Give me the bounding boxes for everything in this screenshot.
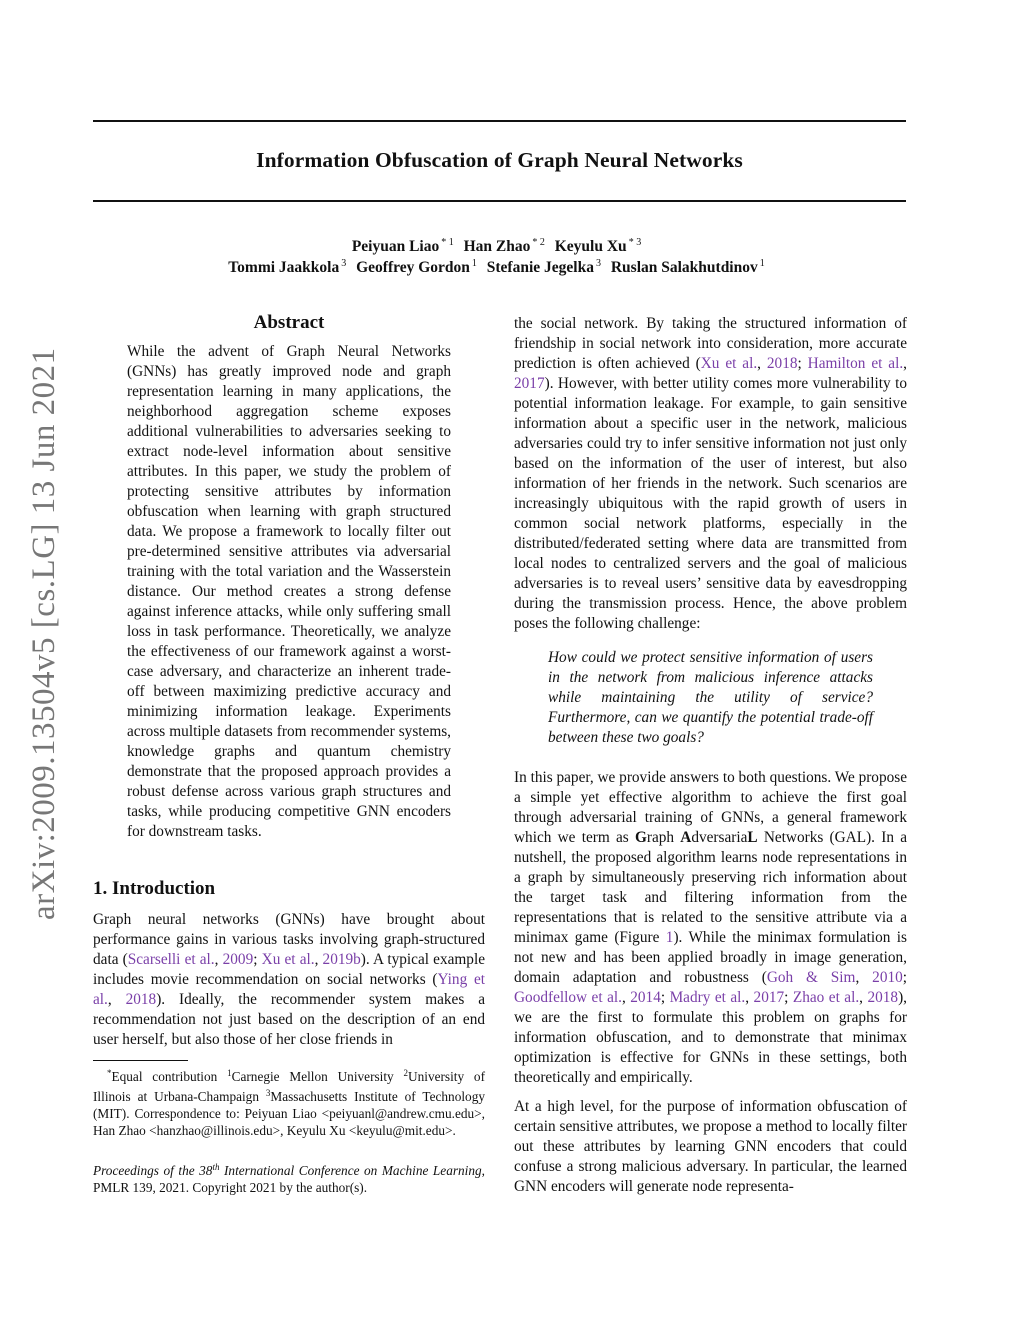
affiliation-footnote: *Equal contribution $^1$Carnegie Mellon University $^2$University of Illinois at Urbana-Champaign $^3$Massachusetts Institute of Technology (MIT). Correspondence to: Peiyuan Liao <peiyuanl@andrew.cmu.edu>, Han Zhao <hanzhao@illinois.edu>, Keyulu Xu <keyulu@mit.edu>. <box>93 1068 485 1138</box>
author-line-1 <box>93 237 906 256</box>
arxiv-identifier: arXiv:2009.13504v5 [cs.LG] 13 Jun 2021 <box>26 347 62 920</box>
intro-paragraph-2: In this paper, we provide answers to both questions. We propose a simple yet effective algorithm to achieve the first goal through adversarial training of GNNs, a general framework which we term as Graph AdversariaL Networks (GAL). In a nutshell, the proposed algorithm learns node representations in a graph by simultaneously preserving rich information about the target task and filtering information from the representations that is related to the sensitive attribute via a minimax game (Figure 1). While the minimax formulation is not new and has been applied broadly in image generation, domain adaptation and robustness (Goh & Sim, 2010; Goodfellow et al., 2014; Madry et al., 2017; Zhao et al., 2018), we are the first to formulate this problem on graphs for information obfuscation, and to demonstrate that minimax optimization is effective for GNNs in these settings, both theoretically and empirically. <box>514 769 908 1086</box>
citation-link[interactable]: 2010 <box>872 969 903 986</box>
citation-link[interactable]: Scarselli et al. <box>127 951 215 968</box>
author-affiliation-mark: * 2 <box>532 237 545 248</box>
author-affiliation-mark: * 3 <box>628 237 642 248</box>
author-affiliation-mark: * 1 <box>441 237 454 248</box>
citation-link[interactable]: 2014 <box>630 989 661 1006</box>
footnotes <box>93 1060 485 1196</box>
author-name: Stefanie Jegelka <box>486 259 594 276</box>
author-name: Geoffrey Gordon <box>356 259 470 276</box>
citation-link[interactable]: 2018 <box>867 989 899 1006</box>
author-name: Ruslan Salakhutdinov <box>610 259 758 276</box>
citation-link[interactable]: Ying et al. <box>93 971 485 1008</box>
author-line-2 <box>93 258 906 277</box>
citation-link[interactable]: Goodfellow et al. <box>514 989 622 1006</box>
author-affiliation-mark: 3 <box>595 258 601 269</box>
citation-link[interactable]: Zhao et al. <box>792 989 860 1006</box>
citation-link[interactable]: Hamilton et al. <box>807 355 904 372</box>
right-column <box>514 314 907 1197</box>
introduction-heading: 1. Introduction <box>93 878 216 899</box>
author-affiliation-mark: 3 <box>341 258 347 269</box>
intro-paragraph-1-part-a: ). Ideally, the recommender system makes a recommendation not just based on the description of an end user herself, but also those of her close friends in <box>93 991 485 1048</box>
left-column <box>93 312 485 1050</box>
author-name: Han Zhao <box>463 238 531 255</box>
abstract-heading: Abstract <box>253 312 325 333</box>
citation-link[interactable]: 2017 <box>514 375 545 392</box>
abstract-text: While the advent of Graph Neural Networks (GNNs) has greatly improved node and graph representation learning in many applications, the neighborhood aggregation scheme exposes additional vulnerabilities to adversaries seeking to extract node-level information about sensitive attributes. In this paper, we study the problem of protecting sensitive attributes by information obfuscation when learning with graph structured data. We propose a framework to locally filter out pre-determined sensitive attributes via adversarial training with the total variation and the Wasserstein distance. Our method creates a strong defense against inference attacks, while only suffering small loss in task performance. Theoretically, we analyze the effectiveness of our framework against a worst-case adversary, and characterize an inherent trade-off between maximizing predictive accuracy and minimizing information leakage. Experiments across multiple datasets from recommender systems, knowledge graphs and quantum chemistry demonstrate that the proposed approach provides a robust defense across various graph structures and tasks, while producing competitive GNN encoders for downstream tasks. <box>127 343 451 840</box>
citation-link[interactable]: 2009 <box>222 951 254 968</box>
intro-paragraph-1-continued: the social network. By taking the structured information of friendship in social network into consideration, more accurate prediction is often achieved (Xu et al., 2018; Hamilton et al., 2017). However, with better utility comes more vulnerability to potential information leakage. For example, to gain sensitive information about a specific user in the network, malicious adversaries could try to infer sensitive information not just only based on the information of the user of interest, but also information of her friends in the network. Such scenarios are increasingly ubiquitous with the rapid growth of users in common social network platforms, especially in the distributed/federated setting where data are transmitted from local nodes to centralized servers and the goal of malicious adversaries is to reveal users’ sensitive data by eavesdropping during the transmission process. Hence, the above problem poses the following challenge: <box>514 315 907 632</box>
title-top-rule <box>93 120 906 122</box>
paper-title: Information Obfuscation of Graph Neural Networks <box>256 148 743 172</box>
citation-link[interactable]: 2019b <box>322 951 361 968</box>
citation-link[interactable]: Xu et al. <box>700 355 758 372</box>
intro-paragraph-1-part-b: the social network. By taking the structured information of friendship in social network into consideration, more accurate prediction is often achieved ( <box>514 315 907 372</box>
author-name: Tommi Jaakkola <box>228 259 340 276</box>
author-name: Keyulu Xu <box>554 238 627 255</box>
citation-link[interactable]: 2017 <box>753 989 785 1006</box>
figure-reference-link[interactable]: 1 <box>665 929 674 946</box>
title-bottom-rule <box>93 200 906 202</box>
citation-link[interactable]: Xu et al. <box>261 951 315 968</box>
intro-paragraph-3: At a high level, for the purpose of information obfuscation of certain sensitive attributes, we propose a method to locally filter out these attributes by learning GNN encoders that could confuse a strong malicious adversary. In particular, the learned GNN encoders will generate node representa- <box>514 1098 907 1195</box>
footnote-rule <box>93 1060 188 1061</box>
citation-link[interactable]: Goh & Sim <box>766 969 856 986</box>
author-affiliation-mark: 1 <box>759 258 765 269</box>
research-question-quote: How could we protect sensitive information of users in the network from malicious inference attacks while maintaining the utility of service? Furthermore, can we quantify the potential trade-off between these two goals? <box>548 649 873 746</box>
proceedings-note: Proceedings of the 38th International Conference on Machine Learning, PMLR 139, 2021. Copyright 2021 by the author(s). <box>93 1162 485 1195</box>
intro-paragraph-1: Graph neural networks (GNNs) have brought about performance gains in various tasks involving graph-structured data (Scarselli et al., 2009; Xu et al., 2019b). A typical example includes movie recommendation on social networks (Ying et al., 2018). Ideally, the recommender system makes a recommendation not just based on the description of an end user herself, but also those of her close friends in <box>93 911 485 1048</box>
citation-link[interactable]: 2018 <box>125 991 157 1008</box>
author-name: Peiyuan Liao <box>351 238 440 255</box>
citation-link[interactable]: Madry et al. <box>669 989 746 1006</box>
author-affiliation-mark: 1 <box>471 258 477 269</box>
citation-link[interactable]: 2018 <box>766 355 798 372</box>
